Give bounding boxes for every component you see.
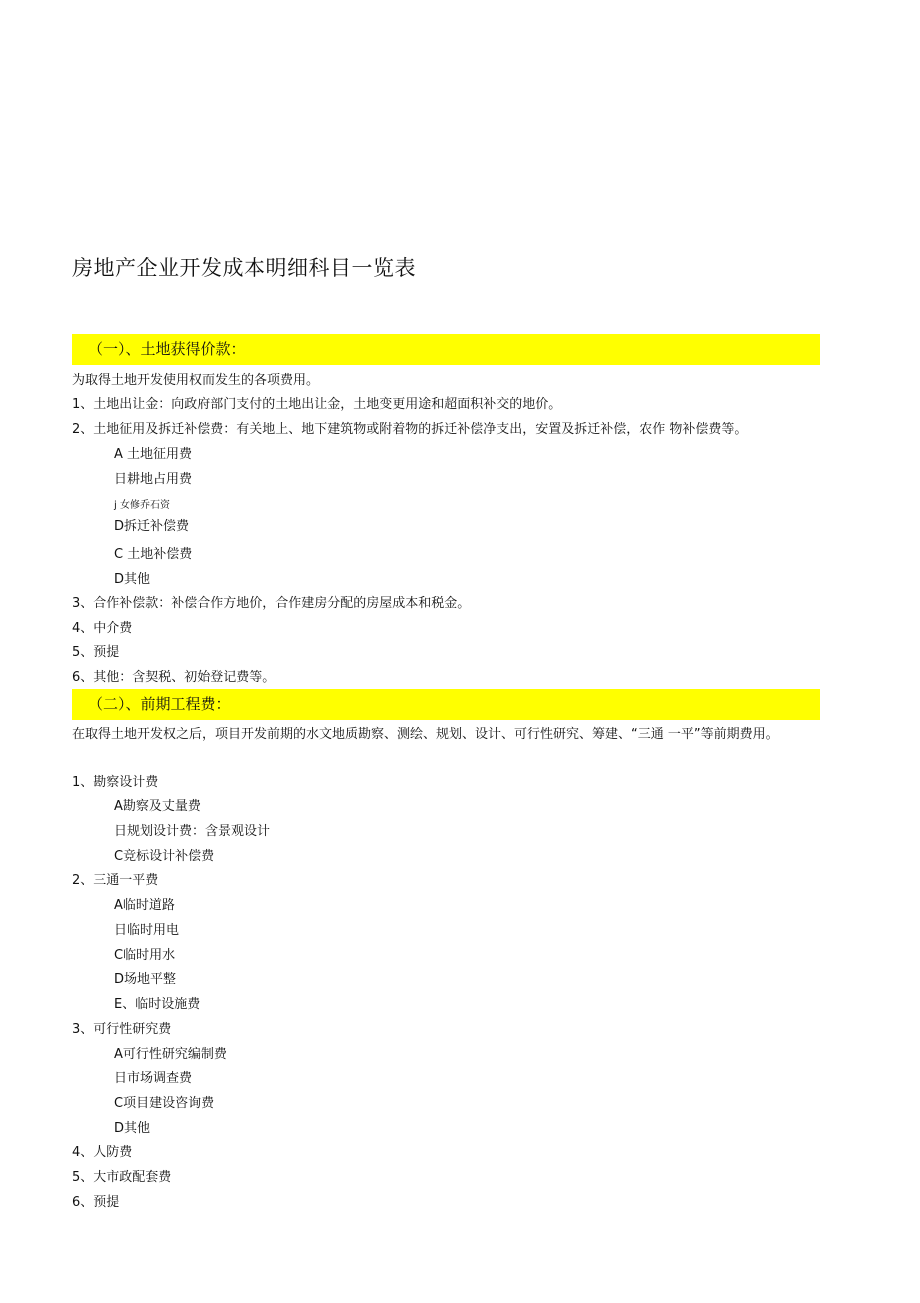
section2-item-2-sub-b: 日临时用电 bbox=[114, 923, 180, 938]
section1-item-2-sub-e: C 土地补偿费 bbox=[114, 547, 193, 562]
section1-item-2: 2、土地征用及拆迁补偿费：有关地上、地下建筑物或附着物的拆迁补偿净支出，安置及拆迁补偿，农作 物补偿费等。 bbox=[72, 422, 748, 437]
section-header-land-cost: （一）、土地获得价款： bbox=[72, 334, 820, 365]
section1-item-2-sub-a: A 土地征用费 bbox=[114, 447, 193, 462]
section2-item-6: 6、预提 bbox=[72, 1195, 120, 1210]
section2-item-1-sub-b: 日规划设计费：含景观设计 bbox=[114, 824, 271, 839]
section2-item-1-sub-c: C竞标设计补偿费 bbox=[114, 849, 215, 864]
section2-item-3-sub-b: 日市场调查费 bbox=[114, 1071, 193, 1086]
section-header-preliminary-cost: （二）、前期工程费： bbox=[72, 689, 820, 720]
page-title: 房地产企业开发成本明细科目一览表 bbox=[72, 256, 416, 280]
section2-item-3-sub-c: C项目建设咨询费 bbox=[114, 1096, 215, 1111]
section1-item-2-sub-f: D其他 bbox=[114, 572, 151, 587]
section2-item-1-sub-a: A勘察及丈量费 bbox=[114, 799, 201, 814]
section1-item-6: 6、其他：含契税、初始登记费等。 bbox=[72, 670, 276, 685]
section2-intro: 在取得土地开发权之后，项目开发前期的水文地质勘察、测绘、规划、设计、可行性研究、筹建、“三通 一平”等前期费用。 bbox=[72, 727, 779, 742]
section2-item-5: 5、大市政配套费 bbox=[72, 1170, 172, 1185]
section1-item-1: 1、土地出让金：向政府部门支付的土地出让金，土地变更用途和超面积补交的地价。 bbox=[72, 397, 562, 412]
section2-item-2-sub-d: D场地平整 bbox=[114, 972, 177, 987]
section1-item-2-sub-b: 日耕地占用费 bbox=[114, 472, 193, 487]
section2-item-1: 1、勘察设计费 bbox=[72, 775, 159, 790]
section1-item-5: 5、预提 bbox=[72, 645, 120, 660]
section1-item-2-sub-d: D拆迁补偿费 bbox=[114, 519, 190, 534]
section2-item-2-sub-c: C临时用水 bbox=[114, 948, 176, 963]
section2-item-4: 4、人防费 bbox=[72, 1145, 133, 1160]
section1-item-2-sub-c: j 女修乔石资 bbox=[114, 500, 170, 511]
section2-item-2-sub-e: E、临时设施费 bbox=[114, 997, 201, 1012]
section2-item-3-sub-d: D其他 bbox=[114, 1121, 151, 1136]
section2-item-2: 2、三通一平费 bbox=[72, 873, 159, 888]
section2-item-3: 3、可行性研究费 bbox=[72, 1022, 172, 1037]
section1-item-4: 4、中介费 bbox=[72, 621, 133, 636]
section2-item-2-sub-a: A临时道路 bbox=[114, 898, 175, 913]
section1-intro: 为取得土地开发使用权而发生的各项费用。 bbox=[72, 373, 320, 388]
section1-item-3: 3、合作补偿款：补偿合作方地价，合作建房分配的房屋成本和税金。 bbox=[72, 596, 471, 611]
section2-item-3-sub-a: A可行性研究编制费 bbox=[114, 1047, 227, 1062]
